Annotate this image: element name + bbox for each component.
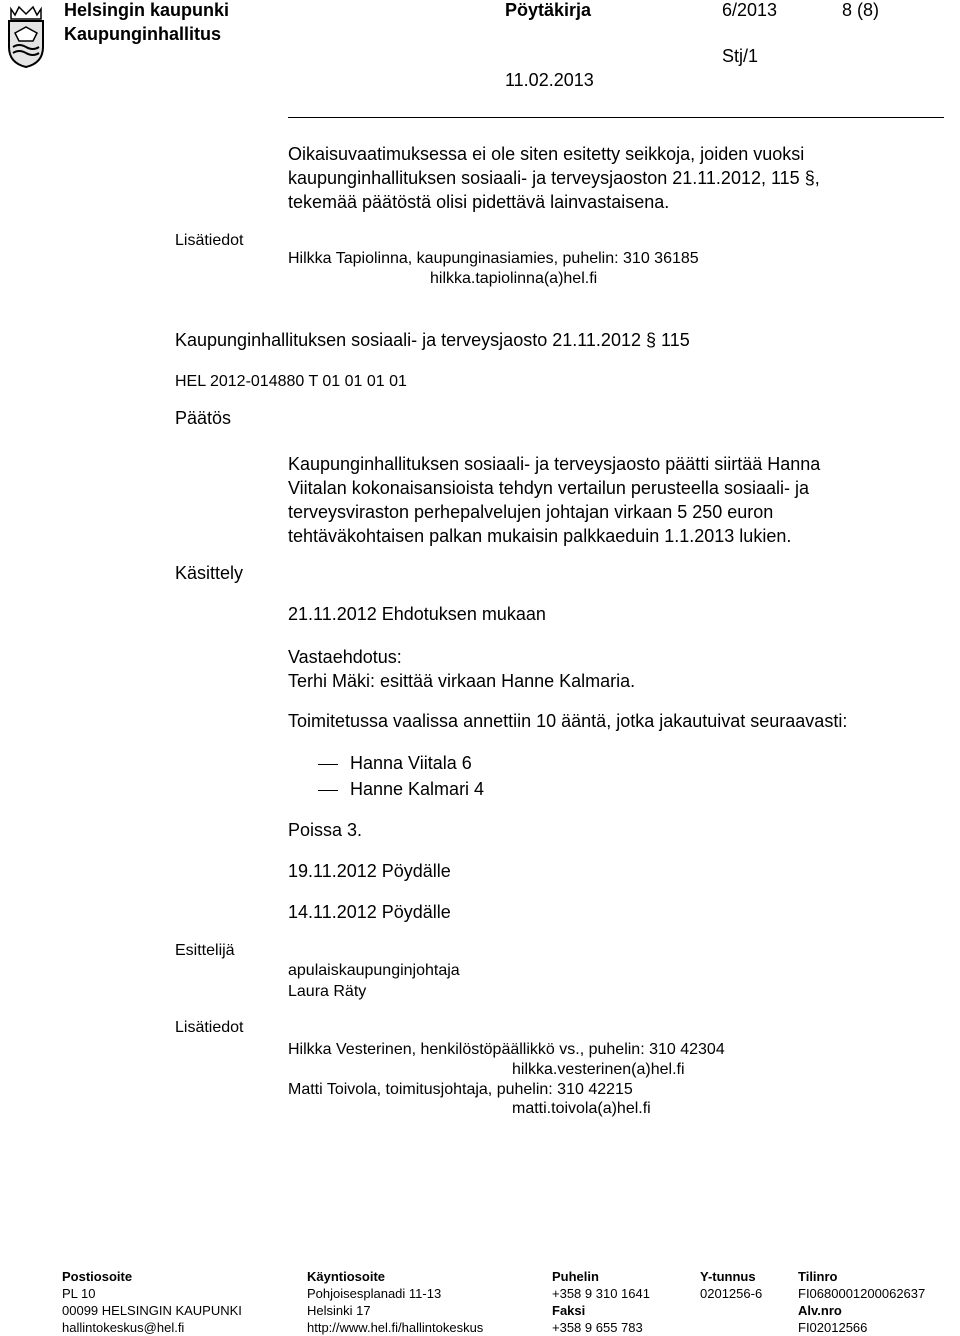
contact-line: Hilkka Tapiolinna, kaupunginasiamies, puhelin: 310 36185	[288, 250, 699, 267]
footer-label: Faksi	[552, 1303, 586, 1318]
decision-line: Kaupunginhallituksen sosiaali- ja terveysjaosto päätti siirtää Hanna	[288, 454, 821, 474]
rationale-line: kaupunginhallituksen sosiaali- ja terveysjaoston 21.11.2012, 115 §,	[288, 168, 820, 188]
section-title: Kaupunginhallituksen sosiaali- ja terveysjaosto 21.11.2012 § 115	[175, 330, 690, 350]
footer-label: Puhelin	[552, 1269, 599, 1284]
footer-value: +358 9 310 1641	[552, 1286, 650, 1301]
footer-value: Pohjoisesplanadi 11-13	[307, 1286, 442, 1301]
rationale-line: tekemää päätöstä olisi pidettävä lainvastaisena.	[288, 192, 670, 212]
lisatiedot-label: Lisätiedot	[175, 1019, 244, 1036]
presenter-name: Laura Räty	[288, 983, 367, 1000]
esittelija-label: Esittelijä	[175, 942, 235, 959]
decision-paragraph	[288, 452, 820, 548]
footer-value: FI02012566	[798, 1320, 868, 1335]
dash-icon	[318, 764, 338, 765]
footer-ytunnus	[700, 1268, 762, 1302]
section-sign-icon: §	[804, 168, 815, 188]
decision-line: Viitalan kokonaisansioista tehdyn vertailun perusteella sosiaali- ja	[288, 478, 809, 498]
footer-value: +358 9 655 783	[552, 1320, 643, 1335]
rationale-paragraph	[288, 142, 820, 214]
footer-label: Y-tunnus	[700, 1269, 756, 1284]
rationale-line: Oikaisuvaatimuksessa ei ole siten esitetty seikkoja, joiden vuoksi	[288, 144, 805, 164]
footer-postiosoite	[62, 1268, 242, 1336]
footer-value: hallintokeskus@hel.fi	[62, 1320, 185, 1335]
footer-value: FI0680001200062637	[798, 1286, 926, 1301]
contact-line: Hilkka Vesterinen, henkilöstöpäällikkö vs., puhelin: 310 42304	[288, 1041, 725, 1058]
org-name: Helsingin kaupunki	[64, 0, 230, 20]
footer-puhelin	[552, 1268, 650, 1336]
section-code: Stj/1	[722, 46, 759, 66]
vote-item: Hanna Viitala 6	[318, 753, 472, 774]
dash-icon	[318, 790, 338, 791]
contact-email: hilkka.tapiolinna(a)hel.fi	[430, 270, 598, 287]
decision-line: tehtäväkohtaisen palkan mukaisin palkkaeduin 1.1.2013 lukien.	[288, 526, 792, 546]
footer-tilinro	[798, 1268, 925, 1336]
presenter-title: apulaiskaupunginjohtaja	[288, 962, 460, 979]
absent-note: Poissa 3.	[288, 820, 363, 840]
contact-email: hilkka.vesterinen(a)hel.fi	[512, 1061, 685, 1078]
meeting-date: 11.02.2013	[505, 70, 594, 90]
footer-value: 0201256-6	[700, 1286, 763, 1301]
lisatiedot-label: Lisätiedot	[175, 232, 244, 249]
vote-text: Toimitetussa vaalissa annettiin 10 ääntä, jotka jakautuivat seuraavasti:	[288, 711, 848, 731]
section-sign-icon: §	[646, 330, 657, 350]
footer-label: Alv.nro	[798, 1303, 842, 1318]
footer-value: 00099 HELSINGIN KAUPUNKI	[62, 1303, 242, 1318]
footer-label: Käyntiosoite	[307, 1269, 386, 1284]
document-number: 6/2013	[722, 0, 778, 20]
footer-label: Postiosoite	[62, 1269, 133, 1284]
kasittely-label: Käsittely	[175, 563, 244, 583]
tabled-date-2: 14.11.2012 Pöydälle	[288, 902, 451, 922]
org-body: Kaupunginhallitus	[64, 24, 221, 44]
contact-email: matti.toivola(a)hel.fi	[512, 1100, 651, 1117]
paatos-label: Päätös	[175, 408, 232, 428]
footer-value: http://www.hel.fi/hallintokeskus	[307, 1320, 484, 1335]
footer-label: Tilinro	[798, 1269, 838, 1284]
decision-line: terveysviraston perhepalvelujen johtajan virkaan 5 250 euron	[288, 502, 774, 522]
tabled-date-1: 19.11.2012 Pöydälle	[288, 861, 451, 881]
footer-value: PL 10	[62, 1286, 96, 1301]
document-type: Pöytäkirja	[505, 0, 592, 20]
hel-code: HEL 2012-014880 T 01 01 01 01	[175, 373, 407, 390]
counter-proposal-label: Vastaehdotus:	[288, 647, 402, 667]
counter-proposal-text: Terhi Mäki: esittää virkaan Hanne Kalmaria.	[288, 671, 636, 691]
contact-line: Matti Toivola, toimitusjohtaja, puhelin: 310 42215	[288, 1081, 633, 1098]
footer-kayntiosoite	[307, 1268, 483, 1336]
helsinki-coat-of-arms-icon	[5, 3, 47, 69]
footer-value: Helsinki 17	[307, 1303, 371, 1318]
proceeding-date: 21.11.2012 Ehdotuksen mukaan	[288, 604, 546, 624]
page-number: 8 (8)	[842, 0, 880, 20]
header-divider	[288, 117, 944, 118]
vote-item: Hanne Kalmari 4	[318, 779, 484, 800]
